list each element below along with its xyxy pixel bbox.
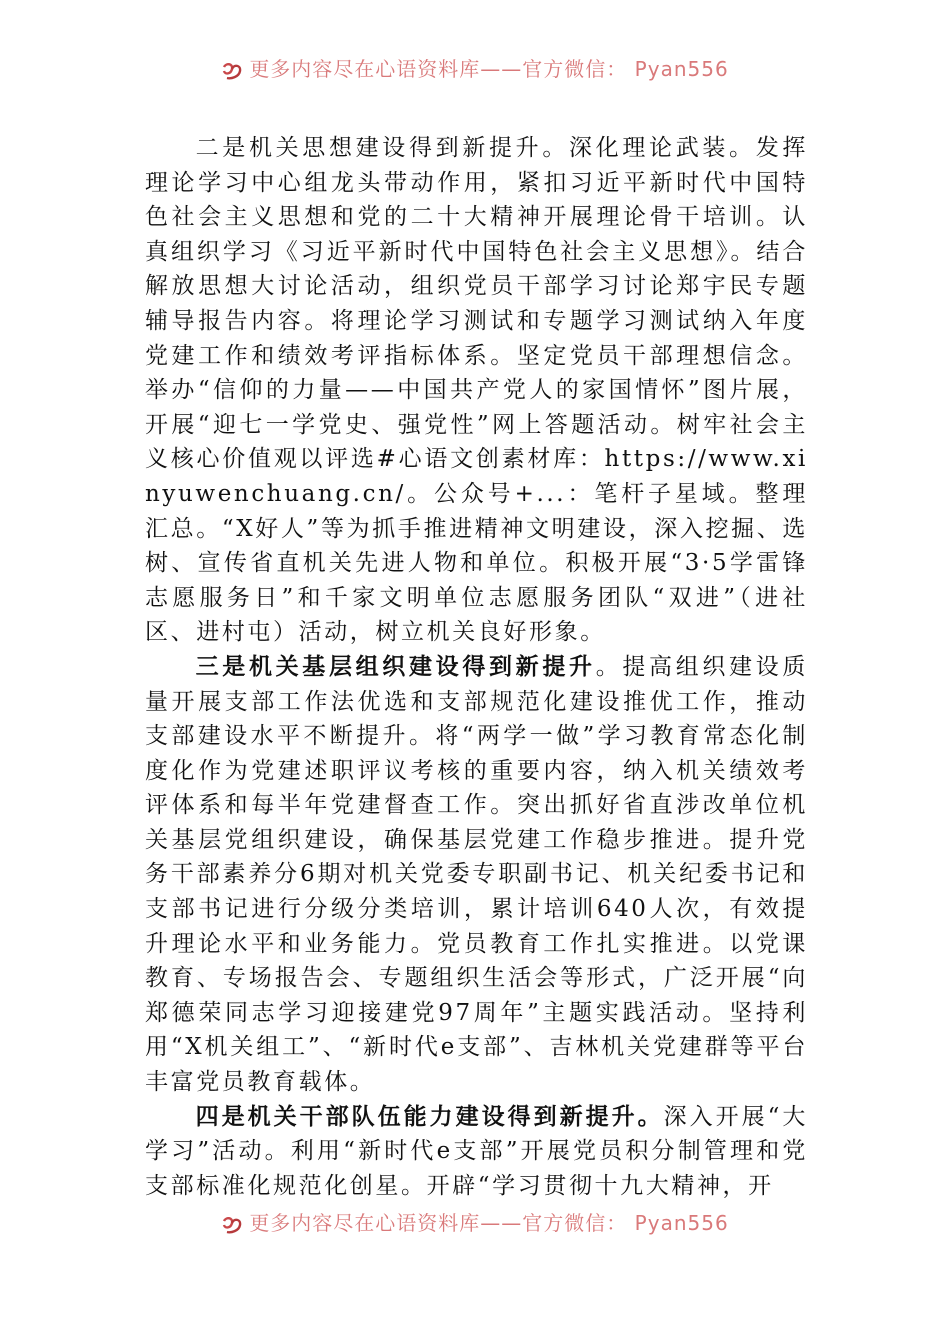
document-body bbox=[145, 131, 808, 1203]
paragraph-lead: 四是机关干部队伍能力建设得到新提升。 bbox=[195, 1102, 664, 1130]
paragraph-cadre-capability bbox=[145, 1100, 808, 1204]
watermark-footer bbox=[0, 1210, 950, 1236]
watermark-text: 更多内容尽在心语资料库——官方微信： Pyan556 bbox=[249, 57, 729, 81]
paragraph-text: 。提高组织建设质量开展支部工作法优选和支部规范化建设推优工作，推动支部建设水平不断提升。将“两学一做”学习教育常态化制度化作为党建述职评议考核的重要内容，纳入机关绩效考评体系和每半年党建督查工作。突出抓好省直涉改单位机关基层党组织建设，确保基层党建工作稳步推进。提升党务干部素养分6期对机关党委专职副书记、机关纪委书记和支部书记进行分级分类培训，累计培训640人次，有效提升理论水平和业务能力。党员教育工作扎实推进。以党课教育、专场报告会、专题组织生活会等形式，广泛开展“向郑德荣同志学习迎接建党97周年”主题实践活动。坚持利用“X机关组工”、“新时代e支部”、吉林机关党建群等平台丰富党员教育载体。 bbox=[145, 653, 808, 1096]
brand-logo-icon bbox=[221, 1215, 243, 1235]
brand-logo-icon bbox=[221, 61, 243, 81]
watermark-text: 更多内容尽在心语资料库——官方微信： Pyan556 bbox=[249, 1211, 729, 1235]
paragraph-ideology bbox=[145, 131, 808, 650]
paragraph-lead: 三是机关基层组织建设得到新提升 bbox=[195, 652, 596, 680]
paragraph-text: 二是机关思想建设得到新提升。深化理论武装。发挥理论学习中心组龙头带动作用，紧扣习近平新时代中国特色社会主义思想和党的二十大精神开展理论骨干培训。认真组织学习《习近平新时代中国特色社会主义思想》。结合解放思想大讨论活动，组织党员干部学习讨论郑宇民专题辅导报告内容。将理论学习测试和专题学习测试纳入年度党建工作和绩效考评指标体系。坚定党员干部理想信念。举办“信仰的力量——中国共产党人的家国情怀”图片展，开展“迎七一学党史、强党性”网上答题活动。树牢社会主义核心价值观以评选#心语文创素材库：https://www.xinyuwenchuang.cn/。公众号+...：笔杆子星域。整理汇总。“X好人”等为抓手推进精神文明建设，深入挖掘、选树、宣传省直机关先进人物和单位。积极开展“3·5学雷锋志愿服务日”和千家文明单位志愿服务团队“双进”（进社区、进村屯）活动，树立机关良好形象。 bbox=[145, 135, 808, 646]
watermark-header bbox=[0, 56, 950, 82]
paragraph-grassroots-organization bbox=[145, 650, 808, 1100]
paragraph-text: 深入开展“大学习”活动。利用“新时代e支部”开展党员积分制管理和党支部标准化规范化创星。开辟“学习贯彻十九大精神，开 bbox=[145, 1103, 808, 1199]
